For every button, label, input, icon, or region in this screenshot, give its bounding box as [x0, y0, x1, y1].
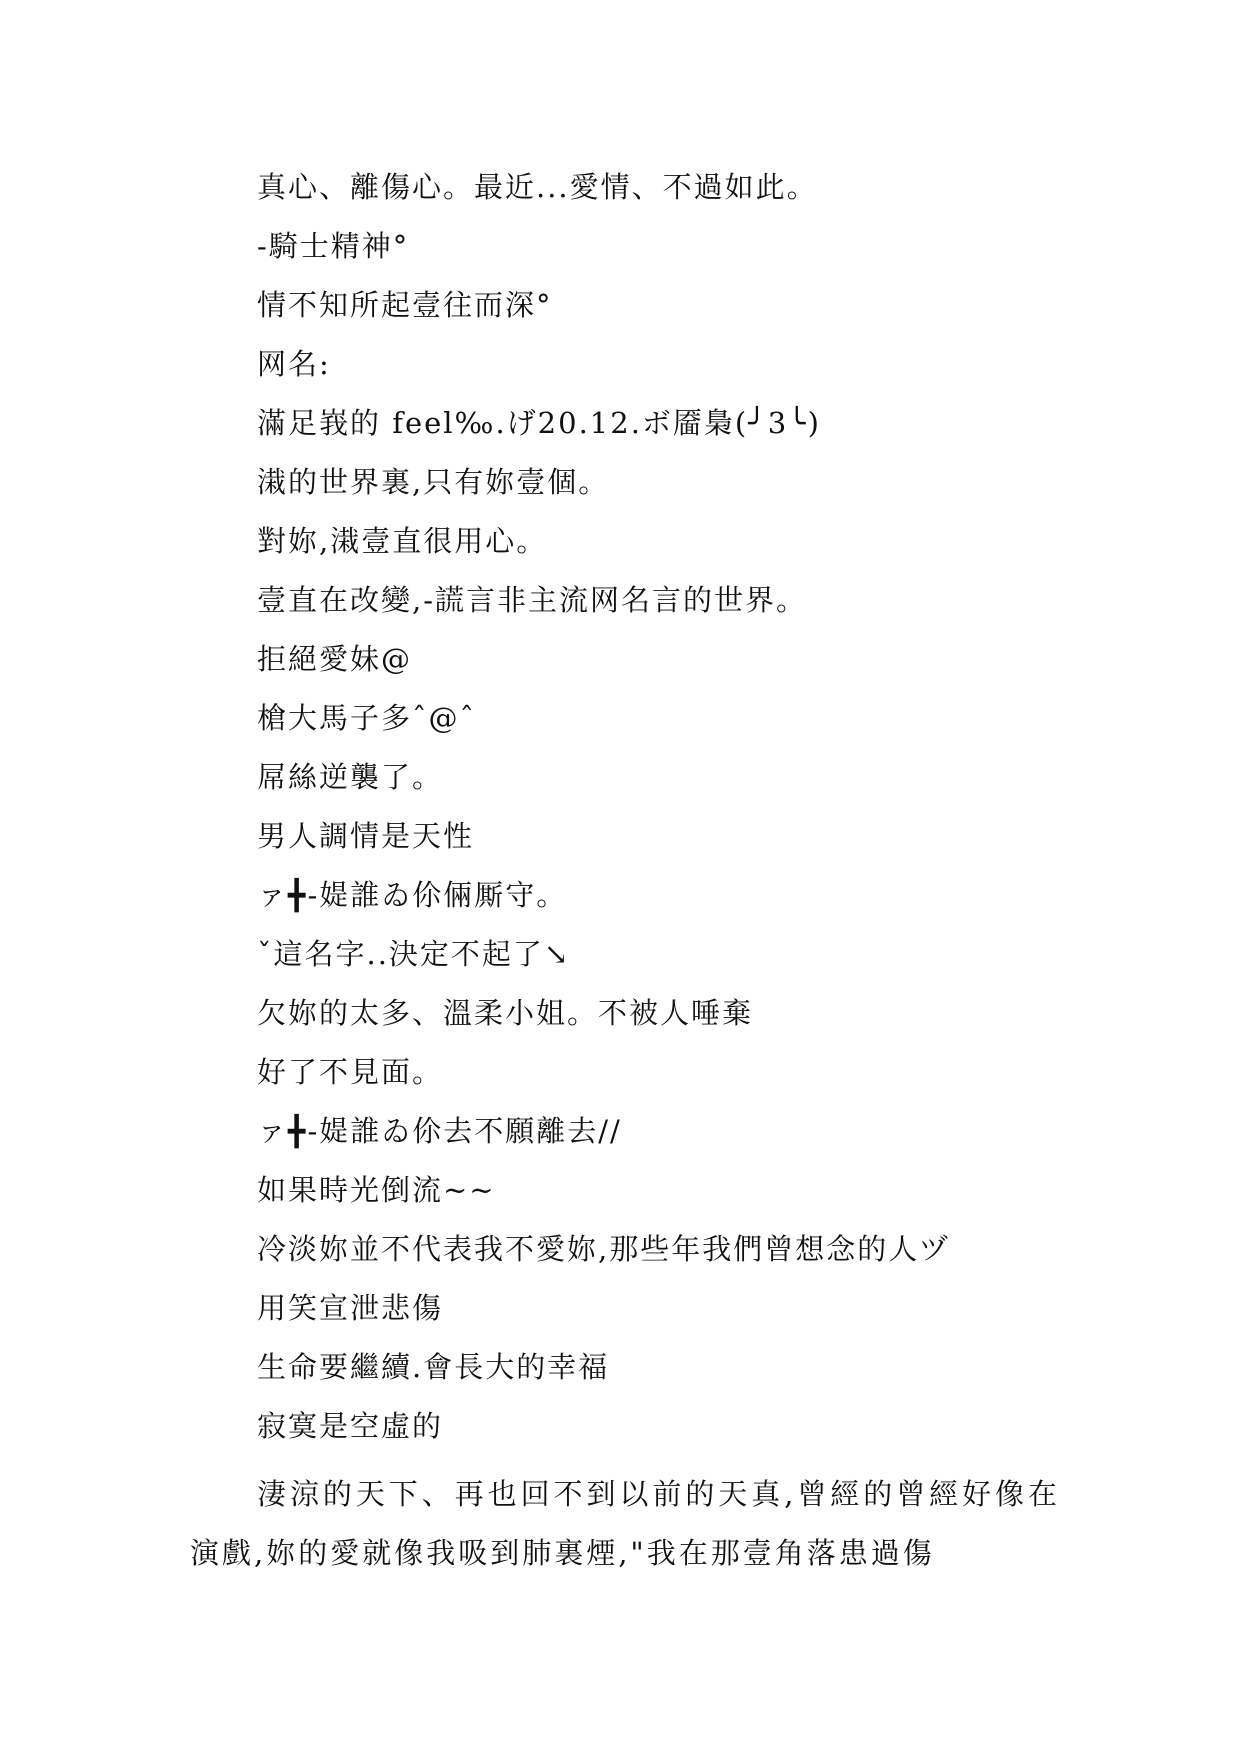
body-paragraph: 淒涼的天下、再也回不到以前的天真,曾經的曾經好像在演戲,妳的愛就像我吸到肺裏煙,"我在那壹角落患過傷	[190, 1477, 1060, 1570]
text-line-17: ァ╋-媞誰ゐ伱去不願離去//	[257, 1114, 622, 1148]
text-line-14: ˇ這名字..決定不起了↘	[257, 937, 571, 971]
text-line-15: 欠妳的太多、溫柔小姐。不被人唾棄	[257, 996, 754, 1030]
text-line-12: 男人調情是天性	[257, 819, 475, 853]
text-line-5: 滿足峩的 feel‰.げ20.12.ボ靥梟(╯3╰)	[257, 406, 821, 440]
text-line-10: 槍大馬子多ˆ@ˆ	[257, 701, 477, 735]
text-line-6: 溨的世界裏,只有妳壹個。	[257, 465, 610, 499]
text-line-1: 真心、離傷心。最近...愛情、不過如此。	[257, 170, 818, 204]
text-line-19: 冷淡妳並不代表我不愛妳,那些年我們曾想念的人ヅ	[257, 1232, 951, 1266]
text-line-4: 网名:	[257, 347, 331, 381]
text-line-13: ァ╋-媞誰ゐ伱倆厮守。	[257, 878, 568, 912]
text-line-22: 寂寞是空虛的	[257, 1409, 444, 1443]
text-line-8: 壹直在改變,-謊言非主流网名言的世界。	[257, 583, 808, 617]
text-line-7: 對妳,溨壹直很用心。	[257, 524, 548, 558]
text-line-2: -騎士精神°	[257, 229, 410, 263]
text-line-21: 生命要繼續.會長大的幸福	[257, 1350, 610, 1384]
text-line-16: 好了不見面。	[257, 1055, 444, 1089]
text-line-3: 情不知所起壹往而深°	[257, 288, 553, 322]
text-line-20: 用笑宣泄悲傷	[257, 1291, 444, 1325]
text-line-11: 屌絲逆襲了。	[257, 760, 444, 794]
text-line-9: 拒絕愛妹@	[257, 642, 413, 676]
document-body	[190, 158, 1060, 1583]
text-line-18: 如果時光倒流~~	[257, 1173, 496, 1207]
